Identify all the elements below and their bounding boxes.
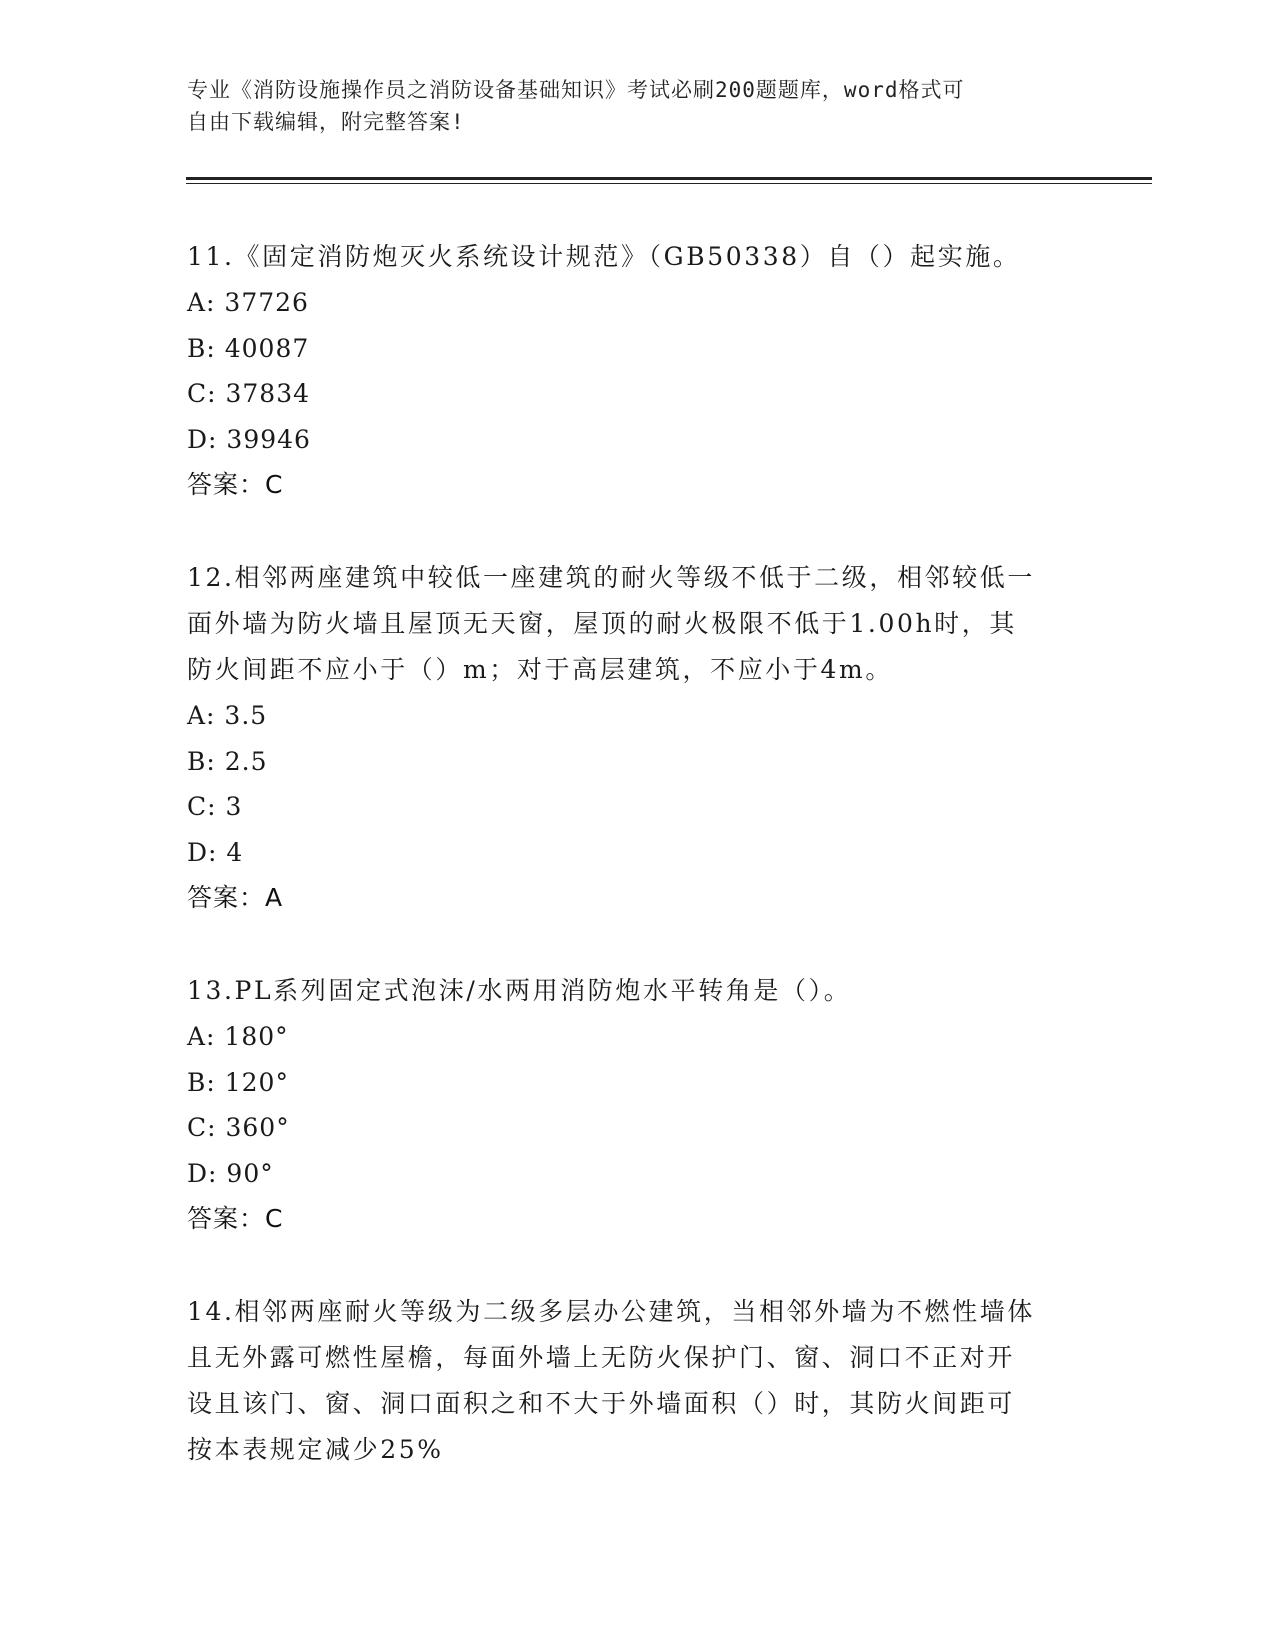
question-11 [187,234,1087,507]
option-b: B: 2.5 [187,746,268,776]
option-d: D: 90° [187,1158,274,1188]
answer-line: 答案：C [187,1204,284,1233]
option-a: A: 37726 [187,288,309,317]
option-d: D: 39946 [187,424,311,454]
option-c: C: 37834 [187,379,311,408]
question-stem: 13.PL系列固定式泡沫/水两用消防炮水平转角是（）。 [187,976,852,1005]
question-14 [187,1289,1087,1473]
answer-line: 答案：C [187,470,284,499]
question-stem: 12.相邻两座建筑中较低一座建筑的耐火等级不低于二级，相邻较低一 [187,563,1035,592]
question-gap [187,1241,1087,1289]
option-a: A: 3.5 [187,701,268,730]
answer-line: 答案：A [187,883,284,912]
option-a: A: 180° [187,1022,289,1051]
question-stem: 按本表规定减少25% [187,1435,444,1464]
question-stem: 且无外露可燃性屋檐，每面外墙上无防火保护门、窗、洞口不正对开 [187,1343,1016,1372]
document-header [187,74,1067,138]
question-12 [187,555,1087,920]
header-line-2: 自由下载编辑，附完整答案! [187,110,465,134]
header-divider-thick [186,177,1152,180]
question-gap [187,507,1087,555]
question-list [187,234,1087,1473]
header-divider-thin [186,183,1152,184]
option-b: B: 120° [187,1067,289,1097]
option-b: B: 40087 [187,333,310,363]
question-stem: 设且该门、窗、洞口面积之和不大于外墙面积（）时，其防火间距可 [187,1389,1016,1418]
question-gap [187,920,1087,968]
question-stem: 14.相邻两座耐火等级为二级多层办公建筑，当相邻外墙为不燃性墙体 [187,1297,1035,1326]
question-13 [187,968,1087,1241]
option-c: C: 360° [187,1113,290,1142]
question-stem: 面外墙为防火墙且屋顶无天窗，屋顶的耐火极限不低于1.00h时，其 [187,609,1017,638]
question-stem: 11.《固定消防炮灭火系统设计规范》（GB50338）自（）起实施。 [187,242,1021,271]
header-line-1: 专业《消防设施操作员之消防设备基础知识》考试必刷200题题库，word格式可 [187,78,965,102]
option-c: C: 3 [187,792,243,821]
option-d: D: 4 [187,837,244,867]
question-stem: 防火间距不应小于（）m；对于高层建筑，不应小于4m。 [187,655,893,684]
